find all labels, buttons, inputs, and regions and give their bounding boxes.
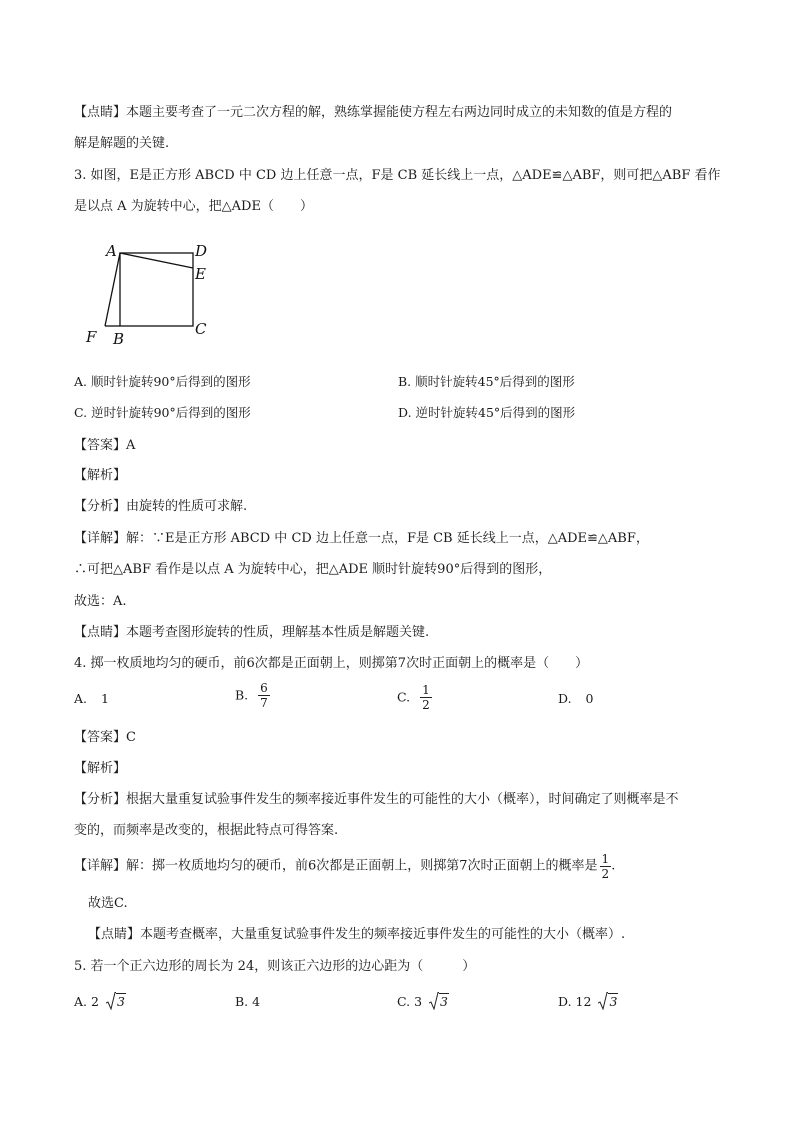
sqrt-icon	[429, 992, 439, 1010]
q3-stem-line1: 3. 如图，E是正方形 ABCD 中 CD 边上任意一点，F是 CB 延长线上一点，△ADE≌△ABF，则可把△ABF 看作	[74, 168, 721, 183]
q3-comment: 【点睛】本题考查图形旋转的性质，理解基本性质是解题关键.	[74, 625, 430, 640]
q3-option-b: B. 顺时针旋转45°后得到的图形	[398, 374, 575, 389]
q3-choose: 故选：A.	[74, 594, 127, 609]
q3-detail-line1: 【详解】解：∵E是正方形 ABCD 中 CD 边上任意一点，F是 CB 延长线上一点，△ADE≌△ABF，	[74, 531, 649, 546]
q4-analysis-line2: 变的，而频率是改变的，根据此特点可得答案.	[74, 823, 339, 838]
label-b: B	[113, 330, 125, 348]
q4-option-c-denominator: 2	[422, 698, 430, 712]
q4-analysis-title: 【解析】	[74, 761, 127, 776]
q5-option-b: B. 4	[235, 994, 261, 1009]
q4-option-a-label: A.	[74, 691, 88, 706]
label-d: D	[195, 242, 208, 260]
q4-option-c-label: C.	[397, 689, 411, 705]
q4-option-c-numerator: 1	[422, 683, 430, 697]
q4-option-b	[235, 681, 270, 710]
q5-option-c-radicand: 3	[440, 994, 448, 1009]
q4-option-a-value: 1	[101, 691, 109, 706]
segment-af	[105, 253, 120, 326]
q3-option-a: A. 顺时针旋转90°后得到的图形	[74, 374, 251, 389]
q4-option-d-label: D.	[558, 691, 572, 706]
q4-detail-denominator: 2	[601, 867, 610, 881]
q4-detail-end: .	[611, 858, 616, 874]
q5-option-d-sqrt	[599, 993, 618, 1011]
q5-option-a	[74, 993, 126, 1011]
q5-option-d	[558, 993, 618, 1011]
q4-option-b-numerator: 6	[260, 681, 268, 695]
square-abcd-figure	[80, 238, 230, 348]
q4-option-d-value: 0	[585, 691, 594, 706]
q4-choose: 故选C.	[88, 896, 128, 911]
q5-option-c	[397, 993, 449, 1011]
q5-option-d-radicand: 3	[609, 994, 618, 1009]
q3-stem-line2: 是以点 A 为旋转中心，把△ADE（ ）	[74, 199, 313, 214]
q4-comment: 【点睛】本题考查概率，大量重复试验事件发生的频率接近事件发生的可能性的大小（概率）.	[88, 927, 626, 942]
q2-comment-line2: 解是解题的关键.	[74, 136, 170, 151]
square-abcd	[120, 253, 193, 326]
q4-option-d	[558, 690, 594, 708]
q5-option-a-sqrt	[107, 993, 126, 1011]
q3-option-c: C. 逆时针旋转90°后得到的图形	[74, 405, 251, 420]
q5-option-a-radicand: 3	[116, 994, 125, 1009]
q4-detail-numerator: 1	[601, 852, 610, 866]
q4-detail	[74, 852, 724, 881]
q3-option-d: D. 逆时针旋转45°后得到的图形	[398, 405, 576, 420]
q4-detail-text: 【详解】解：掷一枚质地均匀的硬币，前6次都是正面朝上，则掷第7次时正面朝上的概率是	[74, 858, 598, 874]
q2-comment-line1: 【点睛】本题主要考查了一元二次方程的解，熟练掌握能使方程左右两边同时成立的未知数的值是方程的	[74, 105, 673, 120]
q4-option-b-denominator: 7	[260, 696, 268, 710]
q5-option-c-label: C. 3	[397, 994, 423, 1009]
q4-option-c-fraction	[420, 683, 432, 712]
q4-analysis-line1: 【分析】根据大量重复试验事件发生的频率接近事件发生的可能性的大小（概率），时间确定了则概率是不	[74, 792, 679, 807]
q3-analysis-title: 【解析】	[74, 468, 127, 483]
q3-analysis: 【分析】由旋转的性质可求解.	[74, 499, 248, 514]
q3-detail-line2: ∴可把△ABF 看作是以点 A 为旋转中心，把△ADE 顺时针旋转90°后得到的图形，	[74, 562, 552, 577]
q5-option-a-label: A. 2	[74, 994, 99, 1009]
q4-stem: 4. 掷一枚质地均匀的硬币，前6次都是正面朝上，则掷第7次时正面朝上的概率是（ ）	[74, 656, 589, 671]
q5-option-d-label: D. 12	[558, 994, 592, 1009]
label-e: E	[195, 265, 206, 283]
sqrt-icon	[106, 992, 116, 1010]
q5-option-c-sqrt	[430, 993, 449, 1011]
q4-option-a	[74, 690, 109, 708]
q4-option-b-label: B.	[235, 687, 249, 703]
q4-answer: 【答案】C	[74, 730, 136, 745]
q4-detail-fraction	[600, 852, 612, 881]
q4-option-b-fraction	[258, 681, 270, 710]
segment-ae	[120, 253, 193, 268]
sqrt-icon	[598, 992, 608, 1010]
label-c: C	[195, 320, 207, 338]
label-a: A	[106, 242, 117, 260]
q4-option-c	[397, 683, 432, 712]
label-f: F	[86, 328, 97, 346]
q3-answer: 【答案】A	[74, 438, 136, 453]
q5-stem: 5. 若一个正六边形的周长为 24，则该正六边形的边心距为（ ）	[74, 959, 476, 974]
